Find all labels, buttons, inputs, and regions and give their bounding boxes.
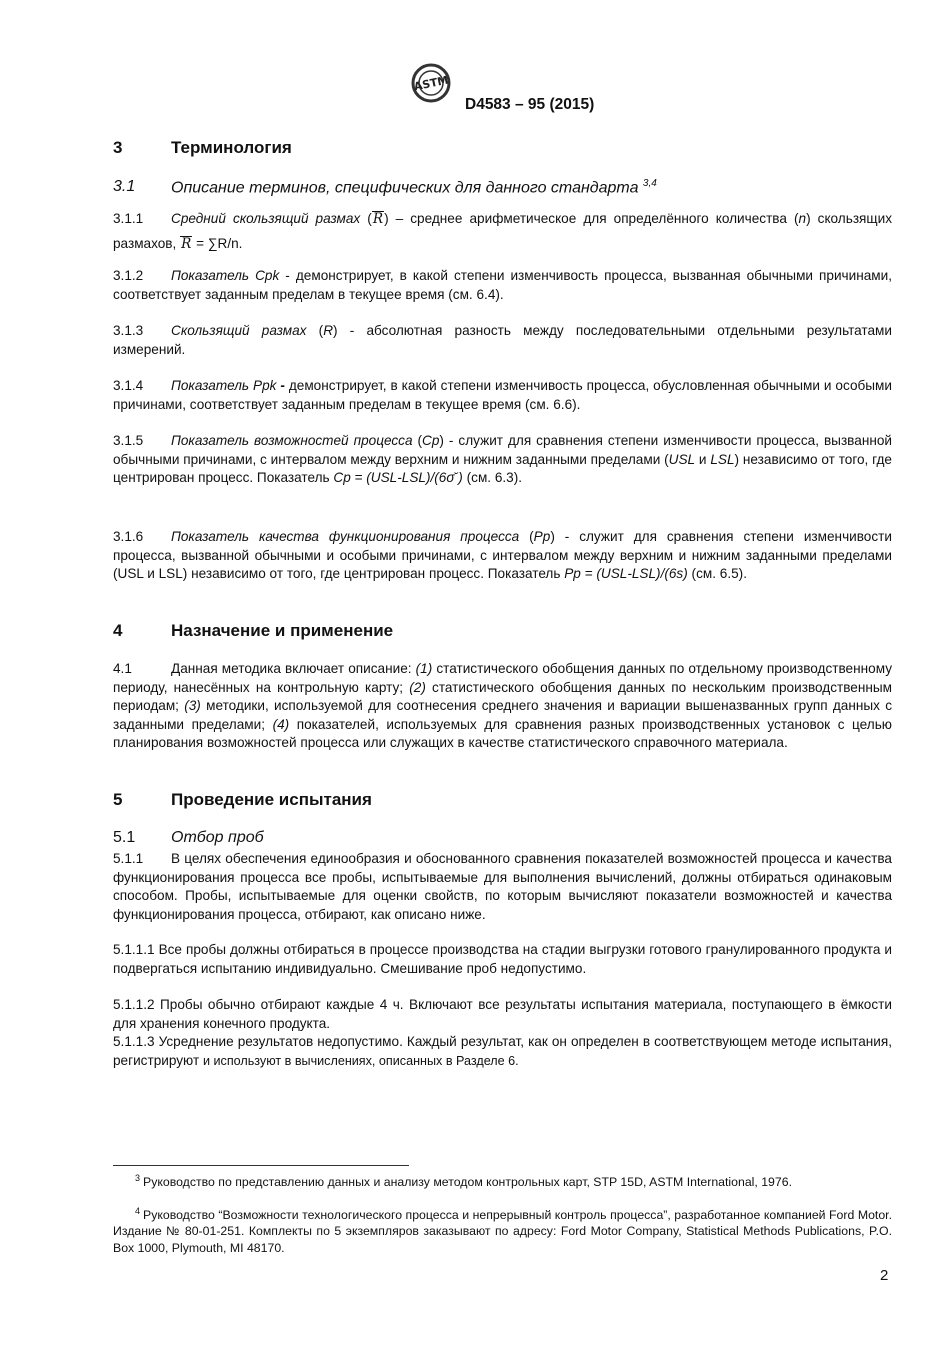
- footnote-4: $^4$ Руководство “Возможности технологического процесса и непрерывный контроль процесса”, разработанное компанией Ford Motor. Издание № 80-01-251. Комплекты по 5 экземпляров заказывают по адресу: Ford Motor Company, Statistical Methods Publications, P.O. Box 1000, Plymouth, MI 48170.: [113, 1206, 892, 1255]
- footnote-3: $^3$ Руководство по представлению данных и анализу методом контрольных карт, STP 15D, ASTM International, 1976.: [135, 1173, 792, 1190]
- subsection-title: Описание терминов, специфических для данного стандарта $^{3,4}$: [171, 178, 657, 197]
- term: Показатель Ppk: [171, 378, 277, 393]
- footnote-mark: 4: [135, 1206, 141, 1216]
- paragraph-3-1-2: 3.1.2 Показатель Cpk - демонстрирует, в какой степени изменчивость процесса, вызванная обычными причинами, соответствует заданным пределам в текущее время (см. 6.4).: [113, 268, 893, 302]
- paragraph-3-1-5: 3.1.5 Показатель возможностей процесса (Cp) - служит для сравнения степени изменчивости процесса, вызванной обычными причинами, с интервалом между верхним и нижним заданными пределами (USL и LSL) независимо от того, где центрирован процесс. Показатель Cp = (USL-LSL)/(6σ̆ ) (см. 6.3).: [113, 433, 892, 486]
- astm-logo-text: ASTM: [412, 73, 450, 94]
- paragraph-4-1: 4.1 Данная методика включает описание: (1) статистического обобщения данных по отдельному производственному периоду, нанесённых на контрольную карту; (2) статистического обобщения данных по нескольким производственным периодам; (3) методики, используемой для соотнесения среднего значения и вариации вышеназванных групп данных с заданными пределами; (4) показателей, используемых для сравнения разных производственных установок с целью планирования возможностей процесса или служащих в качестве статистического справочного материала.: [113, 661, 892, 751]
- term: Показатель качества функционирования процесса: [171, 529, 520, 544]
- r-bar-symbol: R: [372, 211, 384, 227]
- subsection-number: 5.1: [113, 829, 136, 846]
- formula: Cp = (USL-LSL)/(6σ̆ ): [333, 470, 463, 486]
- paragraph-3-1-6: 3.1.6 Показатель качества функционирования процесса (Pp) - служит для сравнения степени изменчивости процесса, вызванной обычными и особыми причинами, с интервалом между верхним и нижним заданными пределами (USL и LSL) независимо от того, где центрирован процесс. Показатель Pp = (USL-LSL)/(6s) (см. 6.5).: [113, 529, 892, 582]
- section-number: 4: [113, 621, 123, 640]
- astm-logo: [402, 60, 460, 106]
- footnote-mark: 3: [135, 1173, 141, 1183]
- section-number: 5: [113, 790, 123, 809]
- section-title: Назначение и применение: [171, 621, 394, 640]
- r-bar-symbol: R: [181, 236, 192, 252]
- paragraph-3-1-3: 3.1.3 Скользящий размах (R) - абсолютная разность между последовательными отдельными результатами измерений.: [113, 323, 892, 357]
- paragraph-5-1-1-1: 5.1.1.1 Все пробы должны отбираться в процессе производства на стадии выгрузки готового гранулированного продукта и подвергаться испытанию индивидуально. Смешивание проб недопустимо.: [113, 942, 892, 976]
- term: Скользящий размах: [171, 323, 307, 338]
- subsection-number: 3.1: [113, 178, 136, 195]
- paragraph-5-1-1: 5.1.1 В целях обеспечения единообразия и обоснованного сравнения показателей возможностей процесса и качества функционирования процесса все пробы, испытываемые для выполнения вычислений, должны отбираться одинаковым способом. Пробы, испытываемые для оценки свойств, по которым вычисляют показатели возможностей и качества функционирования процесса, отбирают, как описано ниже.: [113, 851, 892, 922]
- paragraph-3-1-4: 3.1.4 Показатель Ppk - демонстрирует, в какой степени изменчивость процесса, обусловленная обычными и особыми причинами, соответствует заданным пределам в текущее время (см. 6.6).: [113, 378, 892, 412]
- subsection-title: Отбор проб: [171, 829, 264, 846]
- section-title: Проведение испытания: [171, 790, 372, 809]
- term: Средний скользящий размах: [171, 211, 361, 226]
- formula: = ∑R/n.: [192, 236, 243, 251]
- section-number: 3: [113, 138, 123, 157]
- page-number: 2: [880, 1267, 889, 1284]
- footnote-ref: 3,4: [642, 178, 657, 189]
- paragraph-5-1-1-2: 5.1.1.2 Пробы обычно отбирают каждые 4 ч. Включают все результаты испытания материала, поступающего в ёмкости для хранения конечного продукта.: [113, 997, 892, 1031]
- paragraph-5-1-1-3: 5.1.1.3 Усреднение результатов недопустимо. Каждый результат, как он определен в соответствующем методе испытания, регистрируют и используют в вычислениях, описанных в Разделе 6.: [113, 1034, 893, 1068]
- standard-designation: D4583 – 95 (2015): [465, 96, 595, 113]
- term: Показатель возможностей процесса: [171, 433, 413, 448]
- formula: Pp = (USL-LSL)/(6s): [564, 566, 688, 582]
- section-title: Терминология: [171, 138, 292, 157]
- term: Показатель Cpk: [171, 268, 280, 283]
- footnote-divider: [113, 1165, 409, 1166]
- paragraph-3-1-1: 3.1.1 Средний скользящий размах (R) – среднее арифметическое для определённого количества (n) скользящих размахов, R = ∑R/n.: [113, 211, 892, 252]
